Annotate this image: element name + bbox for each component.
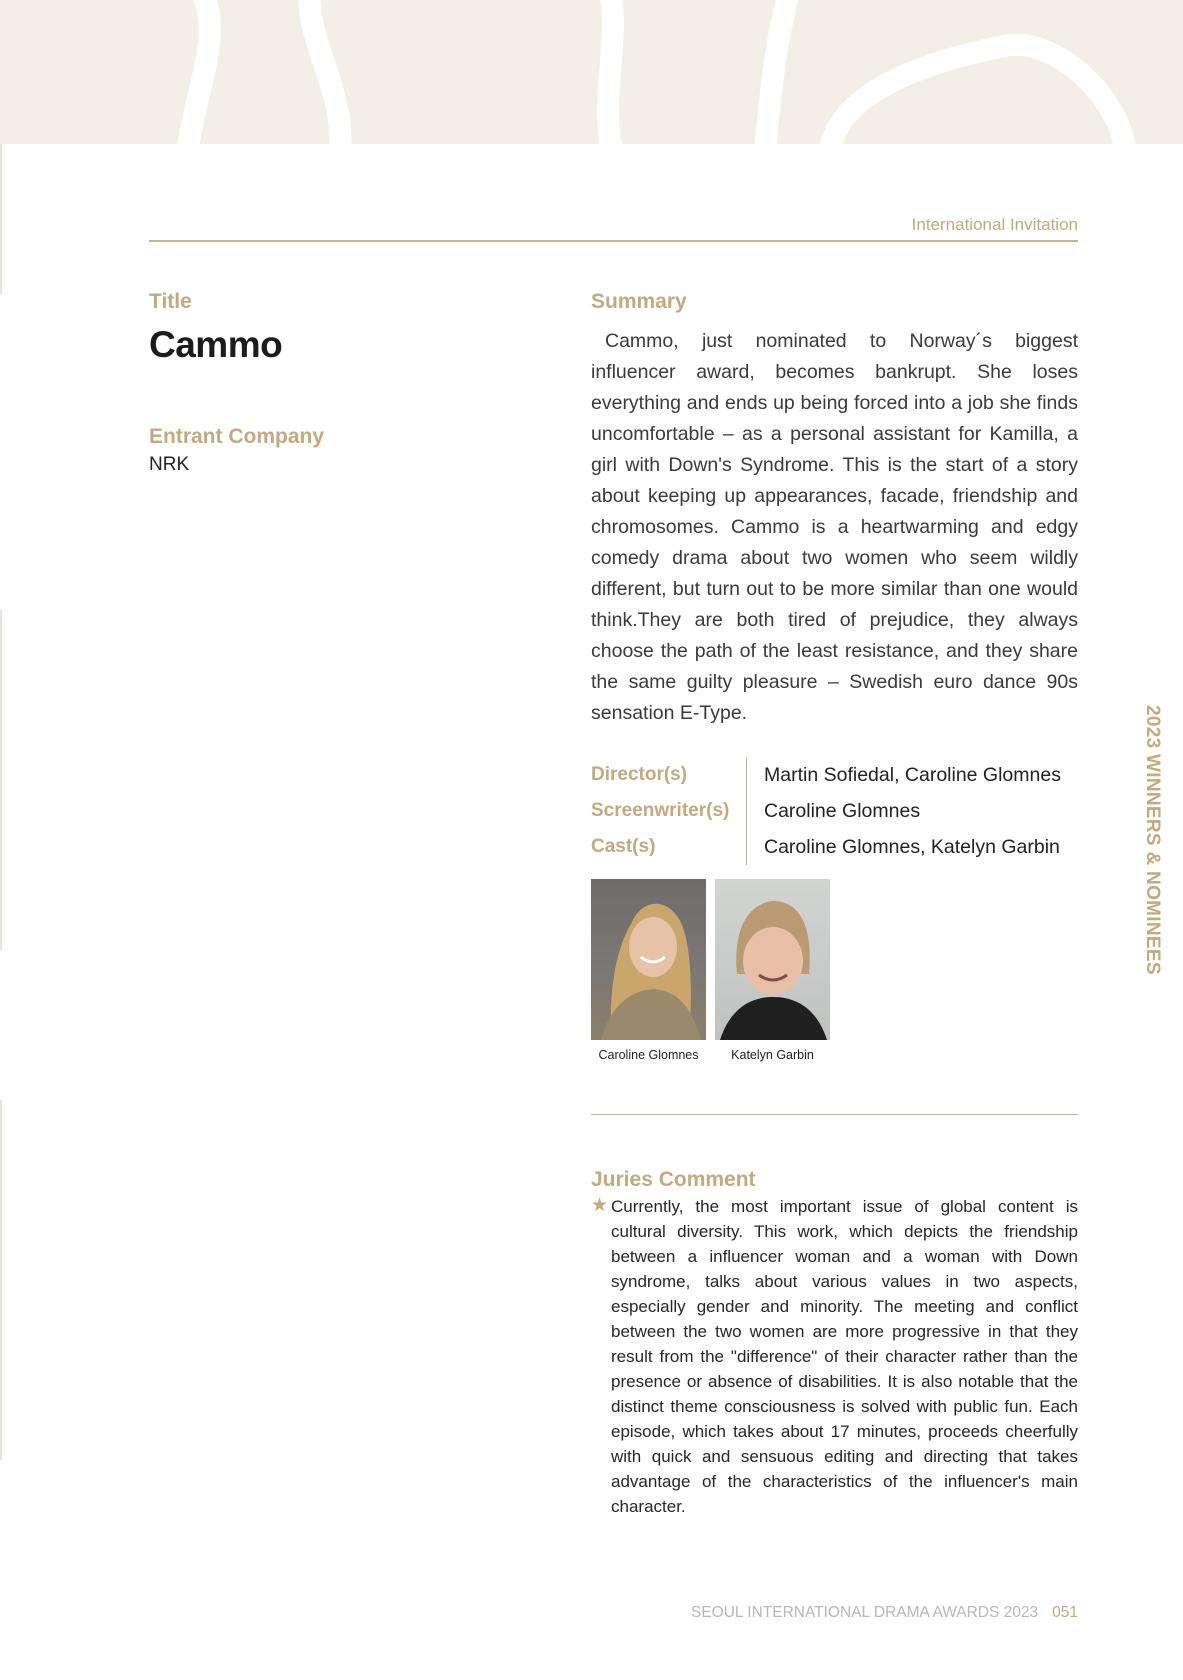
cast-portrait-photo [715, 879, 830, 1040]
page-edge-mark [0, 610, 2, 950]
star-icon: ★ [591, 1195, 609, 1216]
decorative-banner [0, 0, 1183, 144]
credit-key: Director(s) [591, 757, 747, 793]
credit-row-screenwriter [591, 793, 1078, 829]
top-divider [149, 240, 1078, 242]
juries-comment-text: Currently, the most important issue of global content is cultural diversity. This work, which depicts the friendship between a influencer woman and a woman with Down syndrome, talks about various values in two aspects, especially gender and minority. The meeting and conflict between the two women are more progressive in that they result from the "difference" of their character rather than the presence or absence of disabilities. It is also notable that the distinct theme consciousness is solved with public fun. Each episode, which takes about 17 minutes, proceeds cheerfully with quick and sensuous editing and directing that takes advantage of the characteristics of the influencer's main character. [611, 1197, 1078, 1516]
section-tag: International Invitation [911, 215, 1078, 234]
page-number: 051 [1052, 1604, 1078, 1621]
credit-key: Cast(s) [591, 829, 747, 865]
section-divider [591, 1114, 1078, 1115]
credit-value: Caroline Glomnes [764, 799, 921, 822]
credit-row-director [591, 757, 1078, 793]
credits-table [591, 757, 1078, 865]
credit-row-cast [591, 829, 1078, 865]
credit-key: Screenwriter(s) [591, 793, 747, 829]
cast-photo-caption: Katelyn Garbin [731, 1048, 814, 1062]
credit-value: Caroline Glomnes, Katelyn Garbin [764, 835, 1060, 858]
banner-wave-pattern [0, 0, 1183, 144]
vertical-section-title: 2023 WINNERS & NOMINEES [1142, 705, 1163, 975]
summary-label: Summary [591, 290, 687, 313]
cast-photo-card [715, 879, 830, 1062]
credit-value: Martin Sofiedal, Caroline Glomnes [764, 763, 1061, 786]
cast-portrait-photo [591, 879, 706, 1040]
juries-comment-label: Juries Comment [591, 1168, 756, 1191]
entrant-company-label: Entrant Company [149, 425, 325, 448]
summary-text: Cammo, just nominated to Norway´s biggest influencer award, becomes bankrupt. She loses everything and ends up being forced into a job she finds uncomfortable – as a personal assistant for Kamilla, a girl with Down's Syndrome. This is the start of a story about keeping up appearances, facade, friendship and chromosomes. Cammo is a heartwarming and edgy comedy drama about two women who seem wildly different, but turn out to be more similar than one would think.They are both tired of prejudice, they always choose the path of the least resistance, and they share the same guilty pleasure – Swedish euro dance 90s sensation E-Type. [591, 330, 1078, 724]
cast-photos [591, 879, 830, 1062]
page-footer [691, 1604, 1078, 1622]
entry-title: Cammo [149, 324, 283, 365]
footer-publication: SEOUL INTERNATIONAL DRAMA AWARDS 2023 [691, 1604, 1039, 1621]
title-label: Title [149, 290, 192, 313]
cast-photo-caption: Caroline Glomnes [598, 1048, 699, 1062]
page-edge-mark [0, 1100, 2, 1460]
page-edge-mark [0, 144, 2, 294]
entrant-company-value: NRK [149, 454, 190, 475]
cast-photo-card [591, 879, 706, 1062]
